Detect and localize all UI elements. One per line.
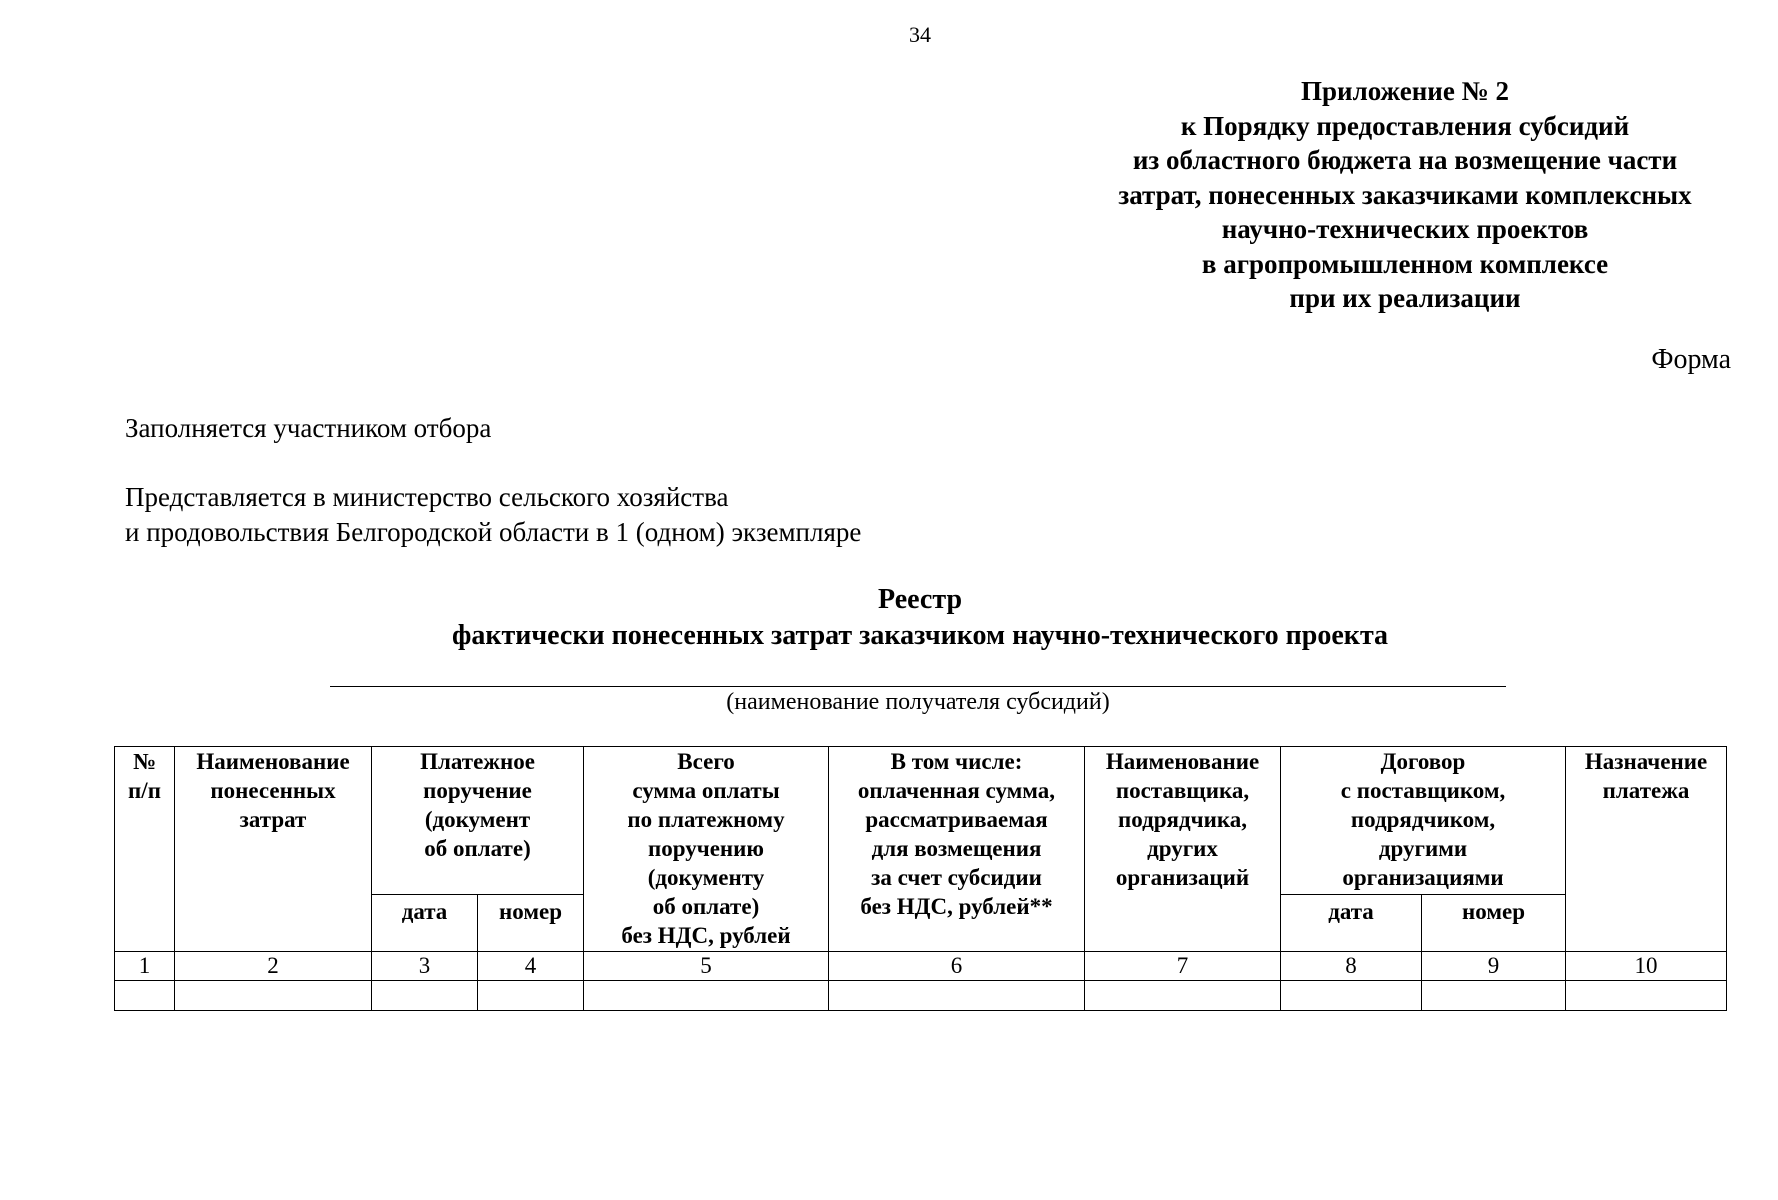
table-cell [1281,981,1422,1011]
page-number: 34 [909,22,931,47]
column-number: 5 [584,952,829,981]
registry-title-block [0,582,1778,654]
column-number: 6 [829,952,1085,981]
header-total-amount [584,747,829,952]
column-number: 9 [1422,952,1566,981]
header-supplier-name-text: Наименование поставщика, подрядчика, других организаций [1105,749,1260,890]
header-contract-date: дата [1281,895,1422,952]
header-payment-purpose-text: Назначение платежа [1584,749,1708,803]
header-payment-order-text: Платежное поручение (документ об оплате) [420,749,535,861]
registry-table [114,746,1727,1011]
column-number: 4 [478,952,584,981]
column-number: 7 [1085,952,1281,981]
column-number: 10 [1566,952,1727,981]
header-contract-number: номер [1422,895,1566,952]
recipient-name-line [330,686,1506,687]
appendix-line: при их реализации [1289,283,1521,313]
appendix-line: научно-технических проектов [1221,214,1589,244]
appendix-line: к Порядку предоставления субсидий [1180,110,1630,141]
header-contract-text: Договор с поставщиком, подрядчиком, другими организациями [1340,749,1506,890]
header-payment-number: номер [478,895,584,952]
appendix-line: затрат, понесенных заказчиками комплексных [1118,179,1692,210]
filled-by-note: Заполняется участником отбора [125,413,492,443]
table-cell [1422,981,1566,1011]
header-expense-name-text: Наименование понесенных затрат [196,749,350,832]
table-cell [1085,981,1281,1011]
appendix-line: Приложение № 2 [1301,76,1509,106]
registry-subtitle: фактически понесенных затрат заказчиком научно-технического проекта [451,620,1389,651]
table-cell [115,981,175,1011]
column-number: 3 [372,952,478,981]
header-subsidy-amount [829,747,1085,952]
form-label: Форма [1651,344,1731,375]
table-cell [829,981,1085,1011]
header-number-text: № п/п [128,749,161,803]
column-number: 8 [1281,952,1422,981]
header-payment-date: дата [372,895,478,952]
header-supplier-name [1085,747,1281,952]
recipient-caption: (наименование получателя субсидий) [726,689,1110,715]
appendix-line: в агропромышленном комплексе [1201,248,1609,279]
registry-title: Реестр [877,584,963,615]
column-number: 1 [115,952,175,981]
column-number: 2 [175,952,372,981]
table-row [115,981,1727,1011]
table-cell [372,981,478,1011]
header-total-amount-text: Всего сумма оплаты по платежному поручению (документу об оплате) без НДС, рублей [621,749,791,948]
appendix-line: из областного бюджета на возмещение части [1132,145,1678,175]
column-number-row [115,952,1727,981]
table-cell [175,981,372,1011]
appendix-heading [1030,74,1778,316]
header-expense-name [175,747,372,952]
header-payment-order [372,747,584,895]
submitted-to-line: и продовольствия Белгородской области в 1 (одном) экземпляре [125,517,862,547]
header-contract [1281,747,1566,895]
submitted-to-note [125,480,861,550]
table-cell [1566,981,1727,1011]
submitted-to-line: Представляется в министерство сельского хозяйства [125,482,729,512]
header-payment-purpose [1566,747,1727,952]
header-subsidy-amount-text: В том числе: оплаченная сумма, рассматриваемая для возмещения за счет субсидии без НДС, рублей** [857,749,1056,919]
table-cell [584,981,829,1011]
header-number [115,747,175,952]
table-cell [478,981,584,1011]
